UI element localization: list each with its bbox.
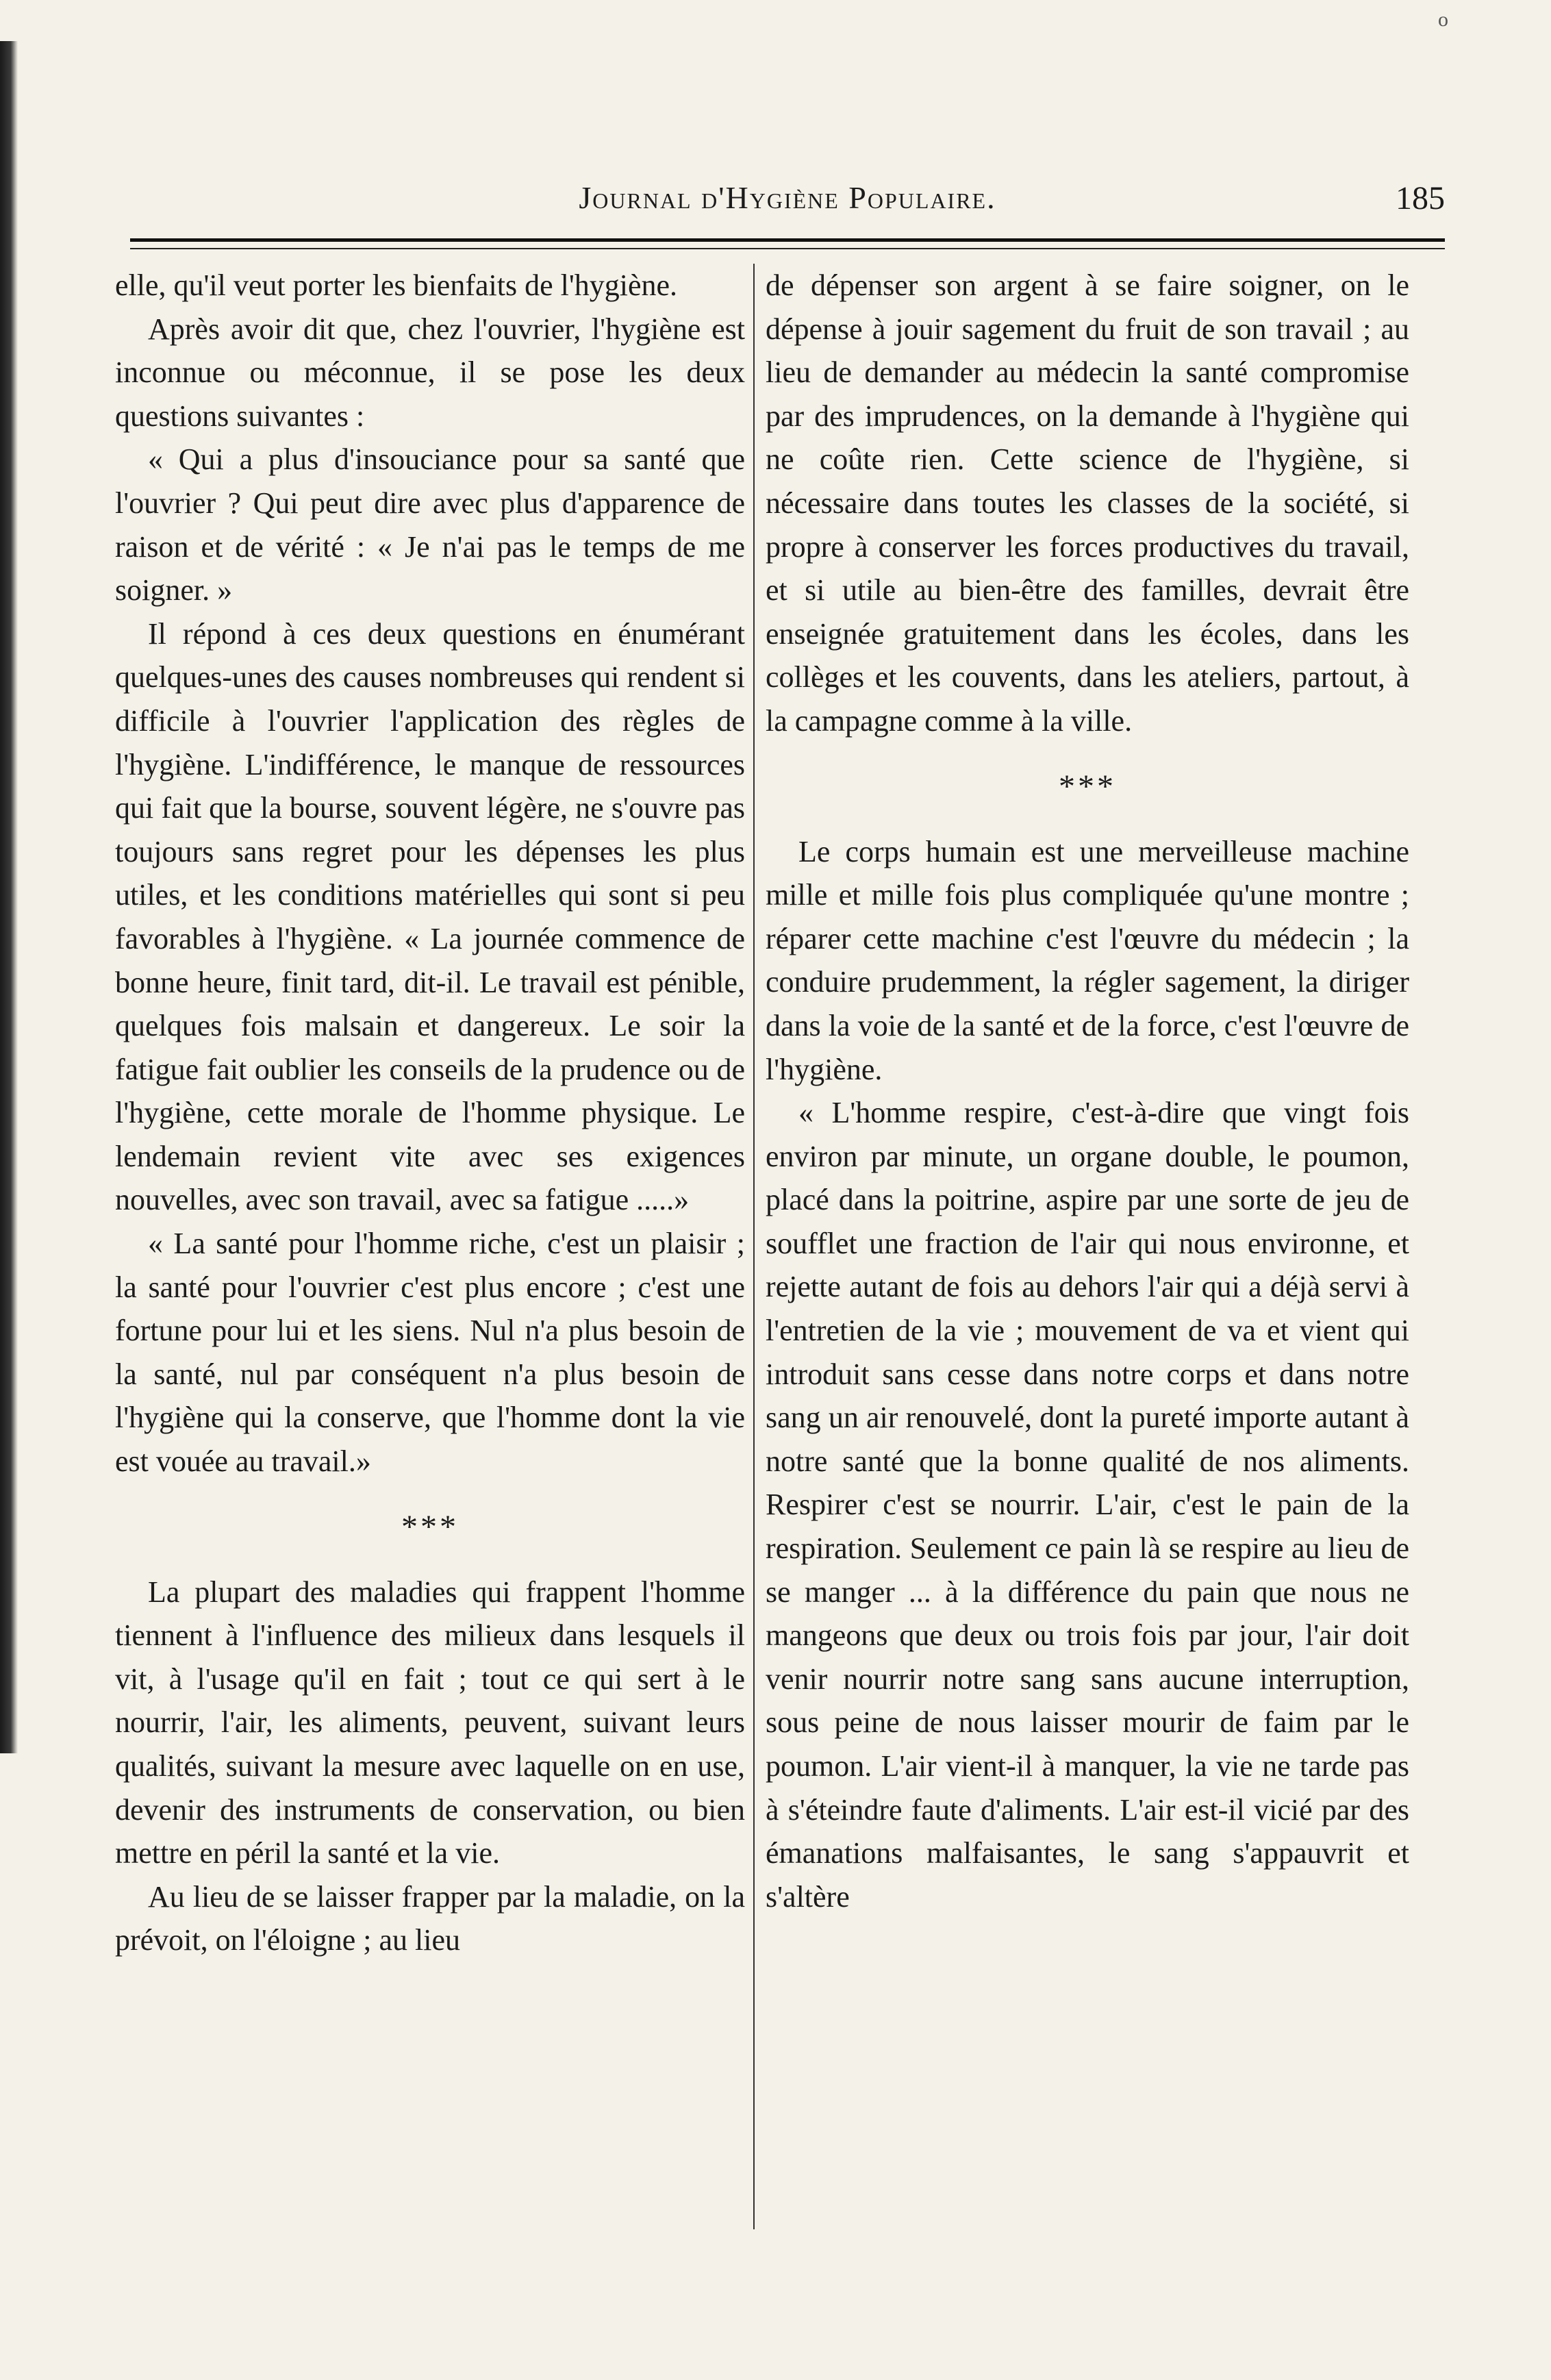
paragraph: « La santé pour l'homme riche, c'est un plaisir ; la santé pour l'ouvrier c'est plus encore ; c'est une fortune pour lui et les siens. Nul n'a plus besoin de la santé, nul par conséquent n'a plus besoin de l'hygiène qui la conserve, que l'homme dont la vie est vouée au travail.» (115, 1227, 745, 1479)
header-rule-thin (130, 248, 1445, 249)
running-title: Journal d'Hygiène Populaire. (579, 180, 996, 215)
page-number: 185 (1396, 180, 1445, 216)
paragraph: « Qui a plus d'insouciance pour sa santé que l'ouvrier ? Qui peut dire avec plus d'apparence de raison et de vérité : « Je n'ai pas le temps de me soigner. » (115, 442, 745, 607)
section-separator: *** (401, 1508, 459, 1545)
paragraph: Il répond à ces deux questions en énumérant quelques-unes des causes nombreuses qui rendent si difficile à l'ouvrier l'application des règles de l'hygiène. L'indifférence, le manque de ressources qui fait que la bourse, souvent légère, ne s'ouvre pas toujours sans regret pour les dépenses les plus utiles, et les conditions matérielles qui sont si peu favorables à l'hygiène. « La journée commence de bonne heure, finit tard, dit-il. Le travail est pénible, quelques fois malsain et dangereux. Le soir la fatigue fait oublier les conseils de la prudence ou de l'hygiène, cette morale de l'homme physique. Le lendemain revient vite avec ses exigences nouvelles, avec son travail, avec sa fatigue .....» (115, 616, 745, 1217)
page-header (130, 179, 1445, 227)
paragraph: La plupart des maladies qui frappent l'homme tiennent à l'influence des milieux dans lesquels il vit, à l'usage qu'il en fait ; tout ce qui sert à le nourrir, l'air, les aliments, peuvent, suivant leurs qualités, suivant la mesure avec laquelle on en use, devenir des instruments de conservation, ou bien mettre en péril la santé et la vie. (115, 1575, 745, 1870)
header-rule (130, 238, 1445, 242)
column-divider (753, 264, 755, 2229)
paragraph: Le corps humain est une merveilleuse machine mille et mille fois plus compliquée qu'une montre ; réparer cette machine c'est l'œuvre du médecin ; la conduire prudemment, la régler sagement, la diriger dans la voie de la santé et de la force, c'est l'œuvre de l'hygiène. (766, 834, 1409, 1086)
paragraph: « L'homme respire, c'est-à-dire que vingt fois environ par minute, un organe double, le poumon, placé dans la poitrine, aspire par une sorte de jeu de soufflet une fraction de l'air qui nous environne, et rejette autant de fois au dehors l'air qui a déjà servi à l'entretien de la vie ; mouvement de va et vient qui introduit sans cesse dans notre corps et dans notre sang un air renouvelé, dont la pureté importe autant à notre santé que la bonne qualité de nos aliments. Respirer c'est se nourrir. L'air, c'est le pain de la respiration. Seulement ce pain là se respire au lieu de se manger ... à la différence du pain que nous ne mangeons que deux ou trois fois par jour, l'air doit venir nourrir notre sang sans aucune interruption, sous peine de nous laisser mourir de faim par le poumon. L'air vient-il à manquer, la vie ne tarde pas à s'éteindre faute d'aliments. L'air est-il vicié par des émanations malfaisantes, le sang s'appauvrit et s'altère (766, 1096, 1409, 1914)
page-binding-edge (0, 41, 18, 1753)
paragraph: Au lieu de se laisser frapper par la maladie, on la prévoit, on l'éloigne ; au lieu (115, 1879, 745, 1957)
section-separator: *** (1059, 768, 1116, 805)
page-speck: o (1438, 8, 1448, 31)
paragraph: Après avoir dit que, chez l'ouvrier, l'hygiène est inconnue ou méconnue, il se pose les deux questions suivantes : (115, 312, 745, 433)
right-column (766, 264, 1409, 1918)
left-column (115, 264, 745, 1962)
paragraph: de dépenser son argent à se faire soigner, on le dépense à jouir sagement du fruit de son travail ; au lieu de demander au médecin la santé compromise par des imprudences, on la demande à l'hygiène qui ne coûte rien. Cette science de l'hygiène, si nécessaire dans toutes les classes de la société, si propre à conserver les forces productives du travail, et si utile au bien-être des familles, devrait être enseignée gratuitement dans les écoles, dans les collèges et les couvents, dans les ateliers, partout, à la campagne comme à la ville. (766, 268, 1409, 738)
paragraph: elle, qu'il veut porter les bienfaits de l'hygiène. (115, 268, 678, 302)
